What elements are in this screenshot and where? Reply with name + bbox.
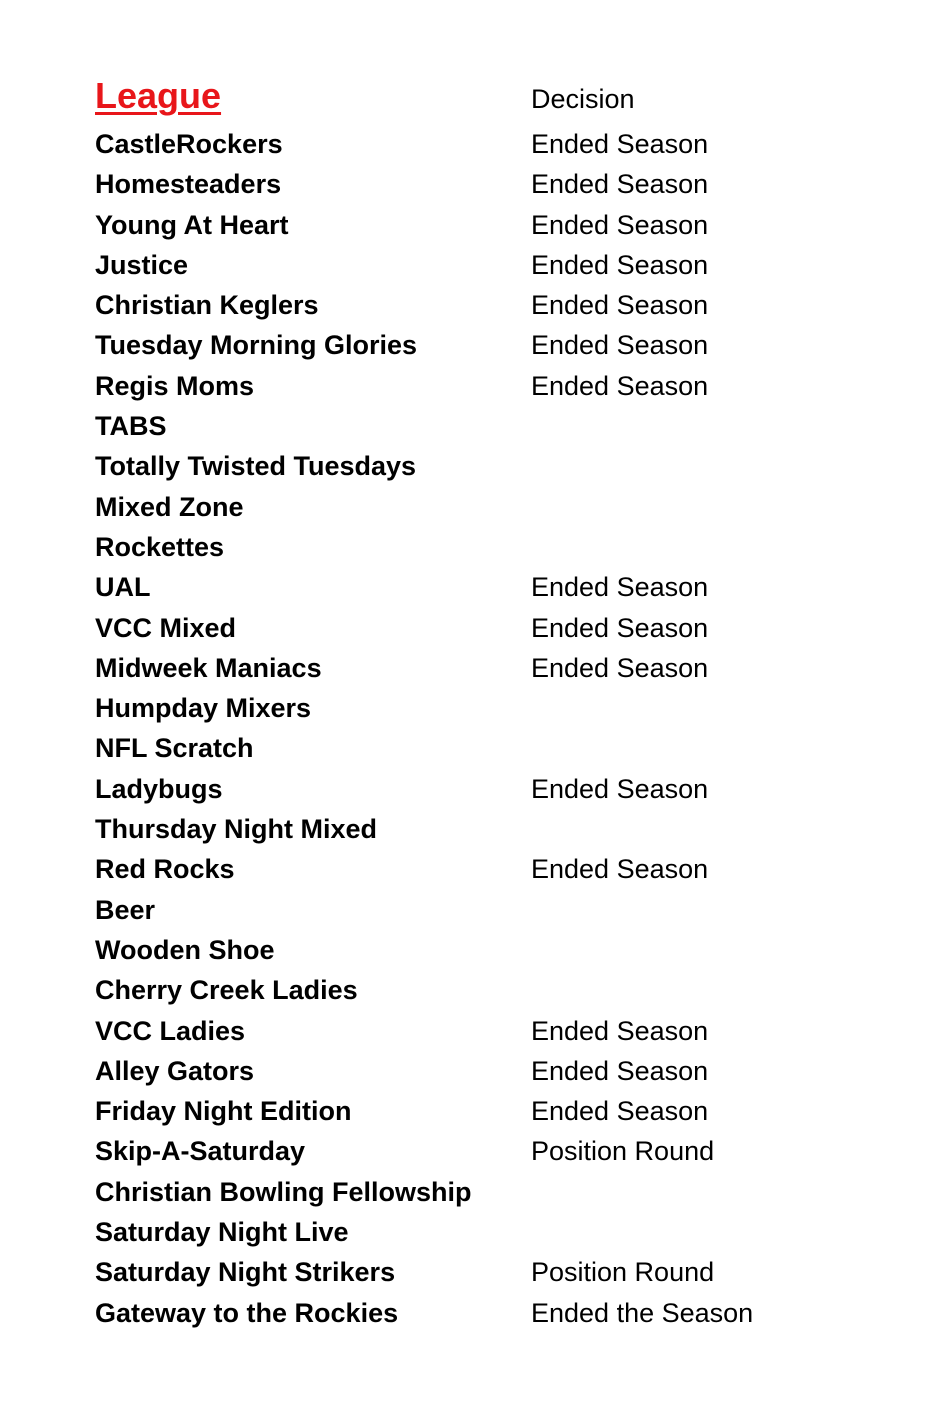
decision-value: Ended Season [531, 612, 709, 643]
league-name: Skip-A-Saturday [95, 1136, 306, 1167]
decision-value: Ended Season [531, 330, 709, 361]
decision-value: Position Round [531, 1257, 715, 1288]
league-name: Christian Keglers [95, 290, 319, 321]
league-name: Christian Bowling Fellowship [95, 1176, 472, 1207]
table-row [95, 1091, 855, 1131]
league-name: Red Rocks [95, 854, 235, 885]
league-name: Cherry Creek Ladies [95, 975, 358, 1006]
table-row [95, 205, 855, 245]
table-row [95, 1051, 855, 1091]
league-table [95, 124, 855, 1333]
decision-value: Ended Season [531, 129, 709, 159]
table-row [95, 1011, 855, 1051]
table-row [95, 325, 855, 365]
table-row [95, 1293, 855, 1333]
league-name: NFL Scratch [95, 733, 254, 764]
league-name: Beer [95, 894, 156, 925]
league-name: Tuesday Morning Glories [95, 330, 418, 361]
decision-value: Ended Season [531, 1096, 709, 1127]
table-row [95, 285, 855, 325]
table-row [95, 1252, 855, 1292]
decision-value: Ended Season [531, 854, 709, 885]
table-header [95, 74, 855, 122]
table-row [95, 124, 855, 164]
league-column-header: League [95, 75, 222, 116]
league-name: Friday Night Edition [95, 1096, 352, 1127]
table-row [95, 688, 855, 728]
decision-value: Ended Season [531, 249, 709, 280]
table-row [95, 1131, 855, 1171]
league-name: Young At Heart [95, 209, 289, 240]
league-name: VCC Mixed [95, 612, 237, 643]
table-row [95, 728, 855, 768]
league-name: Rockettes [95, 531, 225, 562]
table-row [95, 567, 855, 607]
table-row [95, 809, 855, 849]
decision-value: Ended the Season [531, 1297, 754, 1328]
table-row [95, 769, 855, 809]
league-name: Justice [95, 249, 189, 280]
league-name: Mixed Zone [95, 491, 244, 522]
league-name: Totally Twisted Tuesdays [95, 451, 417, 482]
table-row [95, 527, 855, 567]
league-name: Saturday Night Strikers [95, 1257, 396, 1288]
league-name: UAL [95, 572, 151, 603]
league-name: Humpday Mixers [95, 693, 312, 724]
decision-value: Ended Season [531, 370, 709, 401]
league-name: VCC Ladies [95, 1015, 246, 1046]
decision-value: Ended Season [531, 572, 709, 603]
table-row [95, 487, 855, 527]
league-name: CastleRockers [95, 129, 283, 159]
table-row [95, 1212, 855, 1252]
league-name: Thursday Night Mixed [95, 814, 378, 845]
decision-value: Position Round [531, 1136, 715, 1167]
league-name: Wooden Shoe [95, 934, 275, 965]
decision-value: Ended Season [531, 169, 709, 200]
decision-value: Ended Season [531, 1055, 709, 1086]
decision-column-header: Decision [531, 84, 635, 114]
league-name: Saturday Night Live [95, 1217, 349, 1248]
decision-value: Ended Season [531, 1015, 709, 1046]
table-row [95, 970, 855, 1010]
decision-value: Ended Season [531, 209, 709, 240]
table-row [95, 890, 855, 930]
league-name: Homesteaders [95, 169, 282, 200]
decision-value: Ended Season [531, 773, 709, 804]
table-row [95, 446, 855, 486]
league-name: Gateway to the Rockies [95, 1297, 399, 1328]
table-row [95, 608, 855, 648]
table-row [95, 1172, 855, 1212]
league-name: Midweek Maniacs [95, 652, 322, 683]
table-row [95, 648, 855, 688]
decision-value: Ended Season [531, 652, 709, 683]
league-name: Alley Gators [95, 1055, 255, 1086]
table-row [95, 245, 855, 285]
league-name: Ladybugs [95, 773, 223, 804]
table-row [95, 406, 855, 446]
decision-value: Ended Season [531, 290, 709, 321]
table-row [95, 930, 855, 970]
table-row [95, 849, 855, 889]
league-name: TABS [95, 411, 167, 442]
table-row [95, 164, 855, 204]
league-name: Regis Moms [95, 370, 255, 401]
table-row [95, 366, 855, 406]
